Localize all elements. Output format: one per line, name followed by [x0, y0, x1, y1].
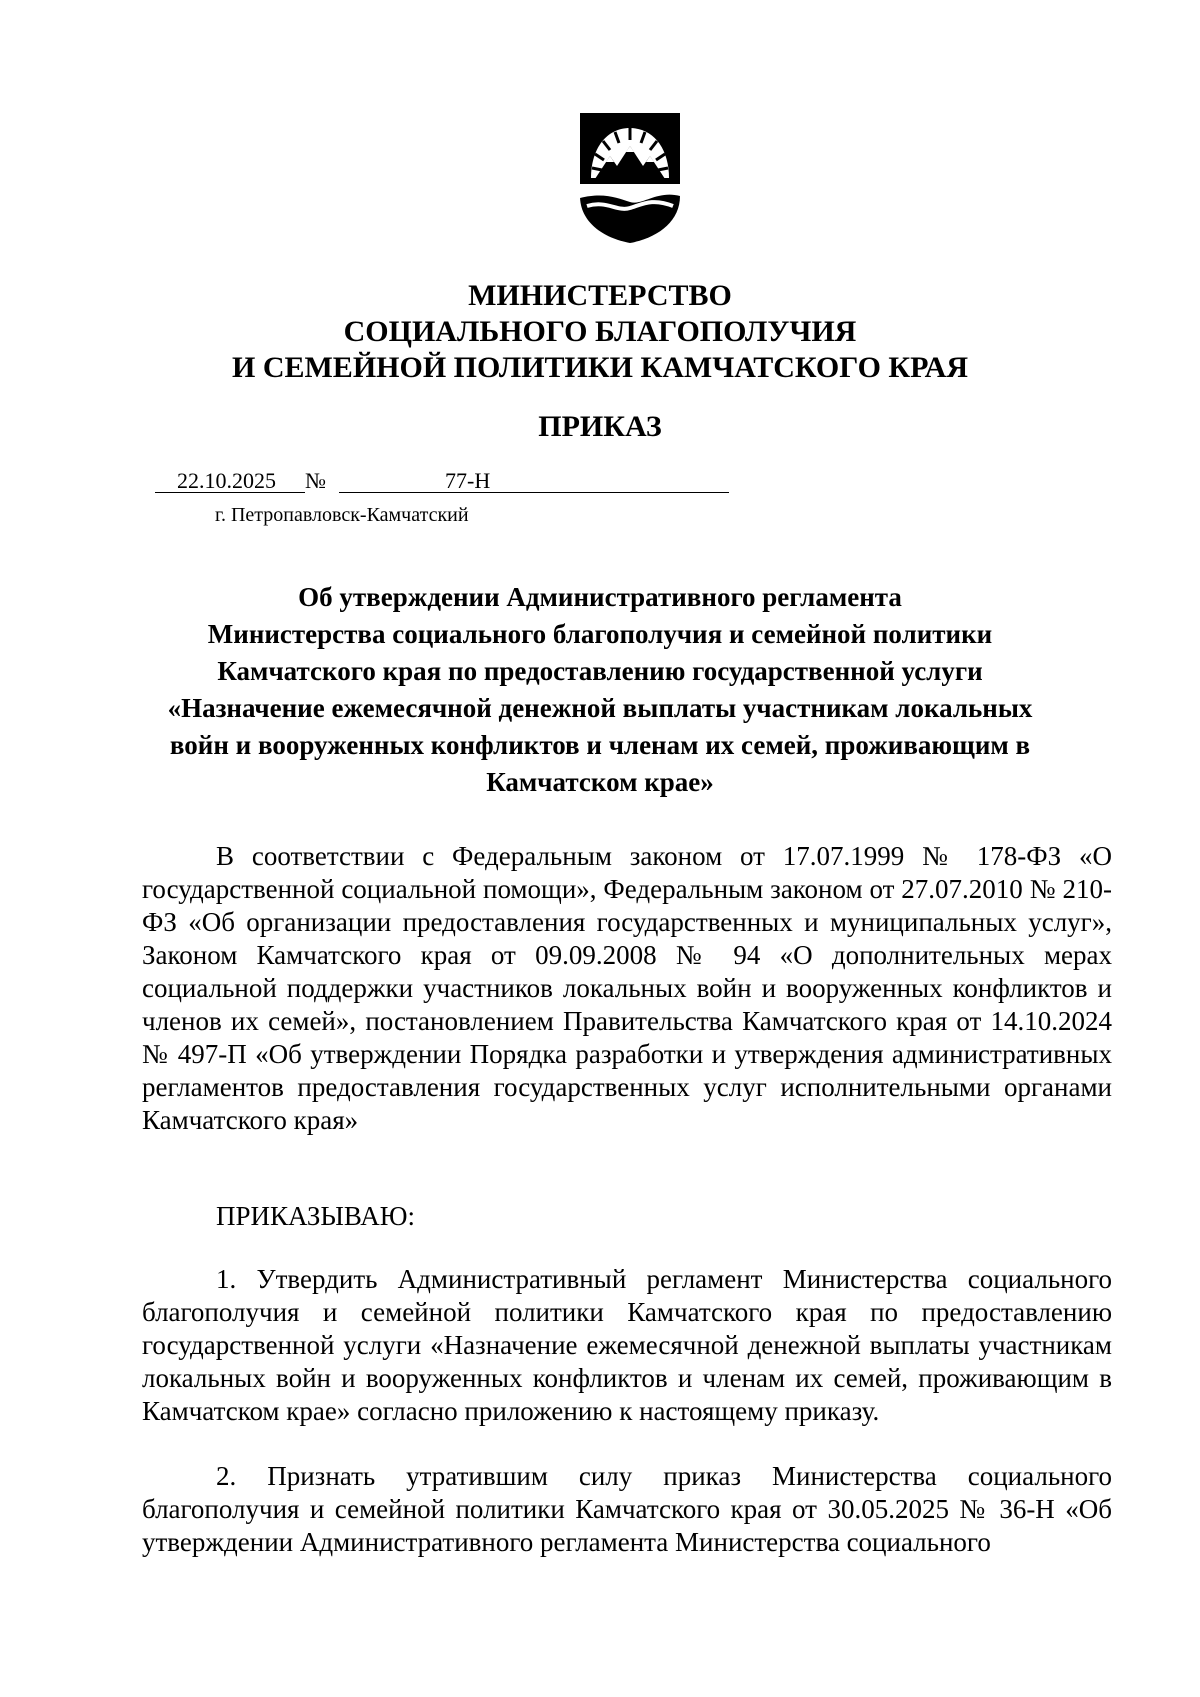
title-line-5: войн и вооруженных конфликтов и членам их семей, проживающим в: [169, 730, 1031, 760]
org-line-1: МИНИСТЕРСТВО: [468, 279, 732, 312]
org-line-2: СОЦИАЛЬНОГО БЛАГОПОЛУЧИЯ: [343, 315, 857, 348]
item-2-paragraph: 2. Признать утратившим силу приказ Министерства социального благополучия и семейной политики Камчатского края от 30.05.2025 № 36-Н «Об утверждении Административного регламента Министерства социального: [142, 1461, 1112, 1557]
title-line-2: Министерства социального благополучия и семейной политики: [207, 619, 993, 649]
kamchatka-coat-of-arms-icon: [577, 110, 683, 246]
number-sign: №: [305, 468, 326, 493]
document-title: [120, 579, 1080, 801]
title-line-6: Камчатском крае»: [486, 767, 714, 797]
org-line-3: И СЕМЕЙНОЙ ПОЛИТИКИ КАМЧАТСКОГО КРАЯ: [231, 351, 968, 384]
decree-heading: ПРИКАЗЫВАЮ:: [216, 1201, 415, 1231]
document-type: ПРИКАЗ: [538, 410, 662, 443]
title-line-3: Камчатского края по предоставлению государственной услуги: [217, 656, 983, 686]
organization-name: [0, 278, 1200, 386]
document-city: г. Петропавловск-Камчатский: [215, 504, 469, 526]
title-line-1: Об утверждении Административного регламента: [298, 582, 902, 612]
document-date: 22.10.2025: [177, 468, 276, 493]
item-1-paragraph: 1. Утвердить Административный регламент Министерства социального благополучия и семейной политики Камчатского края по предоставлению государственной услуги «Назначение ежемесячной денежной выплаты участникам локальных войн и вооруженных конфликтов и членам их семей, проживающим в Камчатском крае» согласно приложению к настоящему приказу.: [142, 1264, 1112, 1426]
document-number: 77-Н: [445, 468, 491, 493]
preamble-paragraph: В соответствии с Федеральным законом от 17.07.1999 № 178-ФЗ «О государственной социальной помощи», Федеральным законом от 27.07.2010 № 210-ФЗ «Об организации предоставления государственных и муниципальных услуг», Законом Камчатского края от 09.09.2008 № 94 «О дополнительных мерах социальной поддержки участников локальных войн и вооруженных конфликтов и членов их семей», постановлением Правительства Камчатского края от 14.10.2024 № 497-П «Об утверждении Порядка разработки и утверждения административных регламентов предоставления государственных услуг исполнительными органами Камчатского края»: [142, 841, 1112, 1135]
title-line-4: «Назначение ежемесячной денежной выплаты участникам локальных: [167, 693, 1033, 723]
